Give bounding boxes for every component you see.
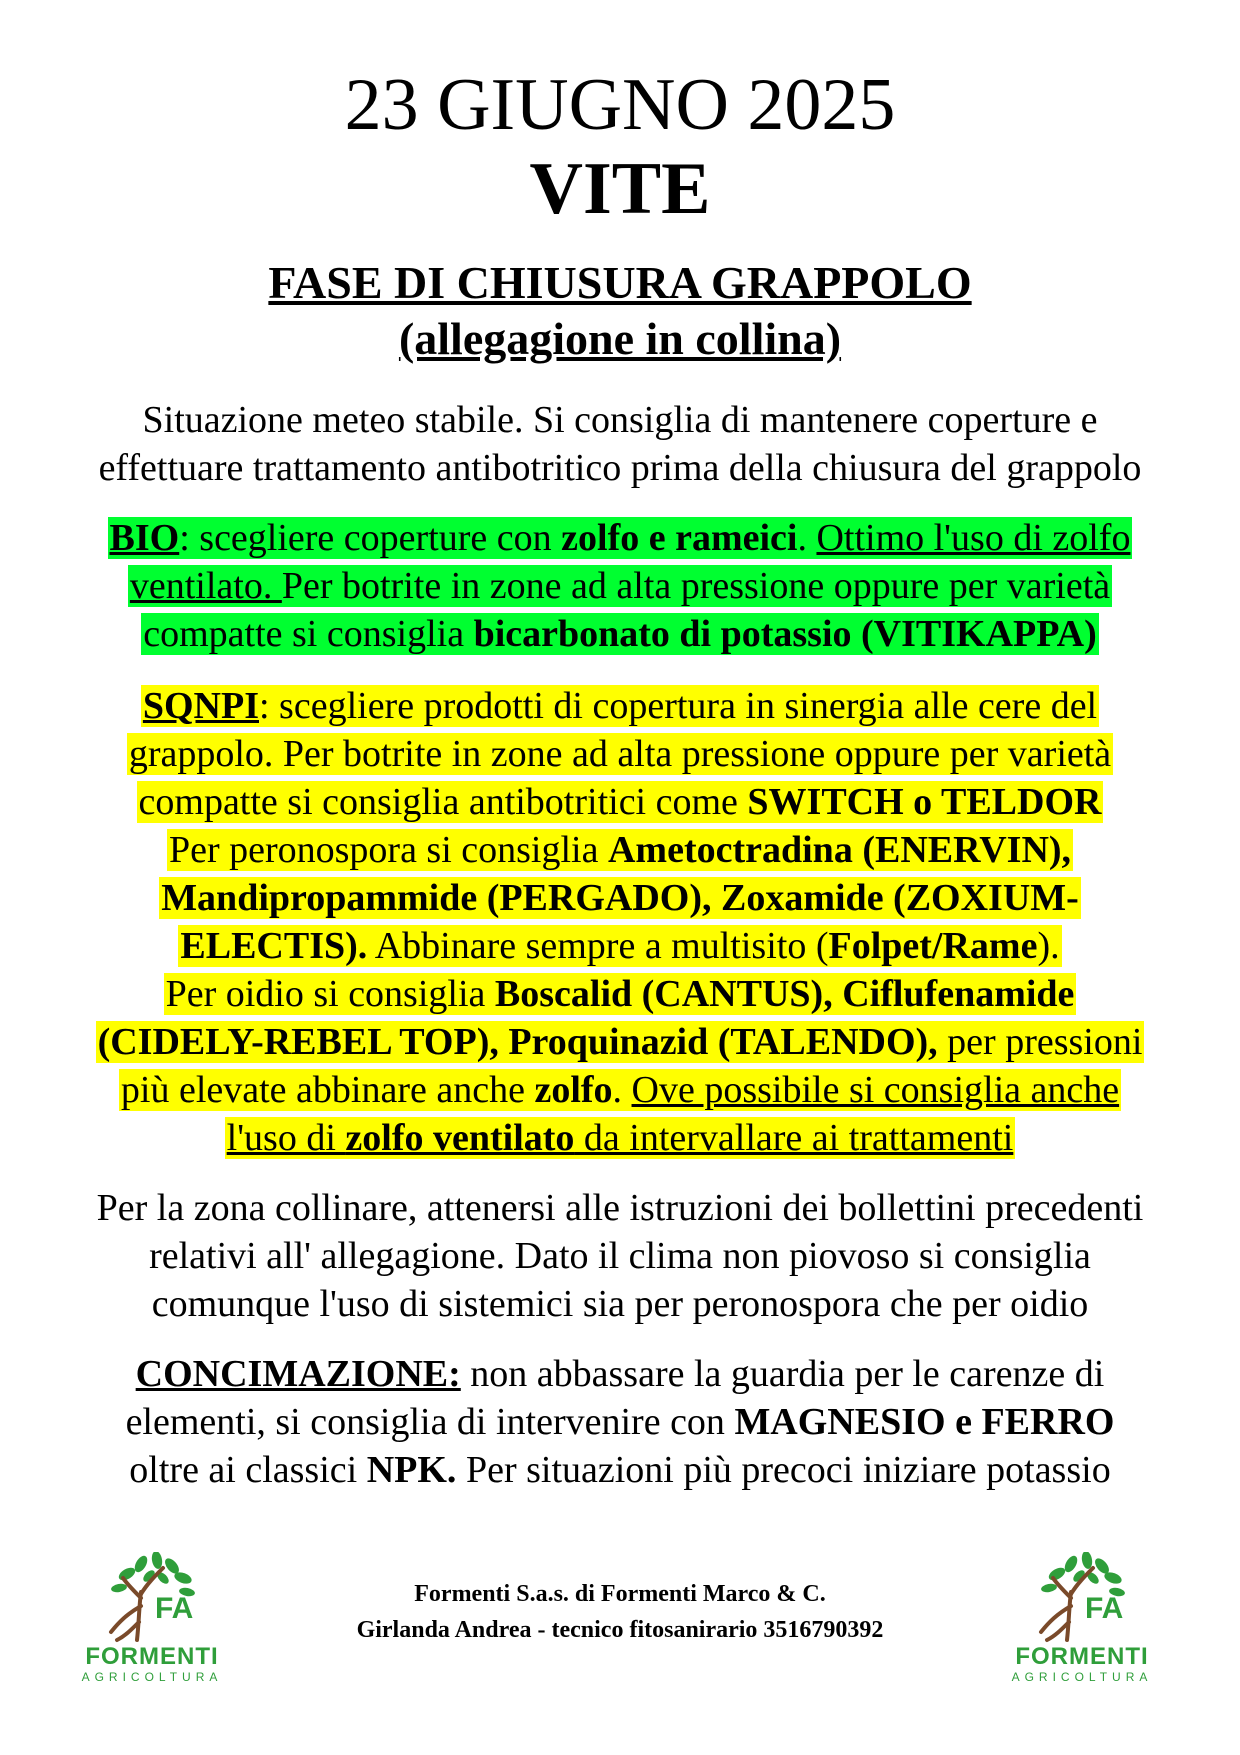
sqnpi-text: per pressioni (937, 1021, 1143, 1063)
sqnpi-note: Ove possibile si consiglia anche (631, 1069, 1120, 1111)
sqnpi-line (167, 829, 1073, 871)
sqnpi-label: SQNPI (142, 685, 259, 727)
bulletin-date: 23 GIUGNO 2025 (344, 64, 896, 146)
concimazione-label: CONCIMAZIONE: (135, 1353, 461, 1395)
concimazione-product: MAGNESIO e FERRO (734, 1401, 1115, 1443)
sqnpi-section (0, 682, 1240, 1162)
bio-product: bicarbonato di potassio (VITIKAPPA) (473, 613, 1097, 655)
sqnpi-product: Boscalid (CANTUS), Ciflufenamide (494, 973, 1075, 1015)
concimazione-text: non abbassare la guardia per le carenze di (460, 1353, 1105, 1395)
tree-icon (1027, 1552, 1137, 1644)
crop-title: VITE (529, 148, 711, 230)
concimazione-product: NPK. (366, 1449, 457, 1491)
sqnpi-text: Per oidio si consiglia (165, 973, 495, 1015)
formenti-logo (1002, 1552, 1162, 1682)
bio-note: Ottimo l'uso di zolfo (816, 517, 1131, 559)
sqnpi-product: (CIDELY-REBEL TOP), Proquinazid (TALENDO), (97, 1021, 938, 1063)
sqnpi-product: SWITCH o TELDOR (747, 781, 1102, 823)
sqnpi-text: Abbinare sempre a multisito ( (367, 925, 829, 967)
sqnpi-line: Mandipropammide (PERGADO), Zoxamide (ZOXIUM- (161, 877, 1079, 919)
sqnpi-line (119, 1069, 1121, 1111)
sqnpi-line (137, 781, 1104, 823)
concimazione-text: elementi, si consiglia di intervenire con (125, 1401, 735, 1443)
sqnpi-product: zolfo ventilato (345, 1117, 575, 1159)
sqnpi-line (225, 1117, 1016, 1159)
phase-subtitle: (allegagione in collina) (398, 313, 842, 364)
logo-subtitle: AGRICOLTURA (1011, 1670, 1153, 1684)
collina-line: relativi all' allegagione. Dato il clima non piovoso si consiglia (149, 1235, 1091, 1277)
sqnpi-line (178, 925, 1061, 967)
sqnpi-text: compatte si consiglia antibotritici come (138, 781, 748, 823)
bio-text: . (797, 517, 817, 559)
technician-contact: Girlanda Andrea - tecnico fitosanirario 3516790392 (356, 1617, 884, 1643)
bio-line (141, 613, 1099, 655)
logo-name: FORMENTI (1015, 1643, 1149, 1670)
logo-mark: FA (155, 1592, 194, 1625)
concimazione-section (0, 1350, 1240, 1494)
sqnpi-note: l'uso di (226, 1117, 346, 1159)
bio-line (128, 565, 1112, 607)
intro-paragraph (0, 396, 1240, 492)
bio-product: zolfo e rameici (561, 517, 798, 559)
bio-label: BIO (109, 517, 180, 559)
sqnpi-line (96, 1021, 1145, 1063)
bio-text: compatte si consiglia (143, 613, 474, 655)
concimazione-text: oltre ai classici (129, 1449, 367, 1491)
bio-note: ventilato. (129, 565, 282, 607)
bio-line (108, 517, 1133, 559)
collina-line: comunque l'uso di sistemici sia per peronospora che per oidio (151, 1283, 1089, 1325)
sqnpi-line (141, 685, 1099, 727)
sqnpi-product: ELECTIS). (180, 925, 368, 967)
company-name: Formenti S.a.s. di Formenti Marco & C. (414, 1581, 826, 1607)
collina-paragraph (0, 1184, 1240, 1328)
intro-line: effettuare trattamento antibotritico prima della chiusura del grappolo (98, 447, 1142, 489)
bio-text: Per botrite in zone ad alta pressione oppure per varietà (281, 565, 1111, 607)
logo-subtitle: AGRICOLTURA (81, 1670, 223, 1684)
sqnpi-product: Ametoctradina (ENERVIN), (607, 829, 1072, 871)
intro-line: Situazione meteo stabile. Si consiglia di mantenere coperture e (142, 399, 1098, 441)
sqnpi-product: zolfo (534, 1069, 613, 1111)
sqnpi-text: : scegliere prodotti di copertura in sinergia alle cere del (259, 685, 1098, 727)
phase-title: FASE DI CHIUSURA GRAPPOLO (268, 257, 972, 308)
sqnpi-text: . (612, 1069, 632, 1111)
sqnpi-line: grappolo. Per botrite in zone ad alta pressione oppure per varietà (128, 733, 1112, 775)
sqnpi-text: più elevate abbinare anche (120, 1069, 535, 1111)
concimazione-text: Per situazioni più precoci iniziare potassio (456, 1449, 1111, 1491)
sqnpi-note: da intervallare ai trattamenti (574, 1117, 1014, 1159)
sqnpi-product: Folpet/Rame (828, 925, 1038, 967)
bio-section (0, 514, 1240, 658)
sqnpi-line (164, 973, 1077, 1015)
bio-text: : scegliere coperture con (179, 517, 562, 559)
sqnpi-text: ). (1037, 925, 1060, 967)
logo-mark: FA (1085, 1592, 1124, 1625)
logo-name: FORMENTI (85, 1643, 219, 1670)
collina-line: Per la zona collinare, attenersi alle istruzioni dei bollettini precedenti (96, 1187, 1144, 1229)
sqnpi-text: Per peronospora si consiglia (168, 829, 608, 871)
